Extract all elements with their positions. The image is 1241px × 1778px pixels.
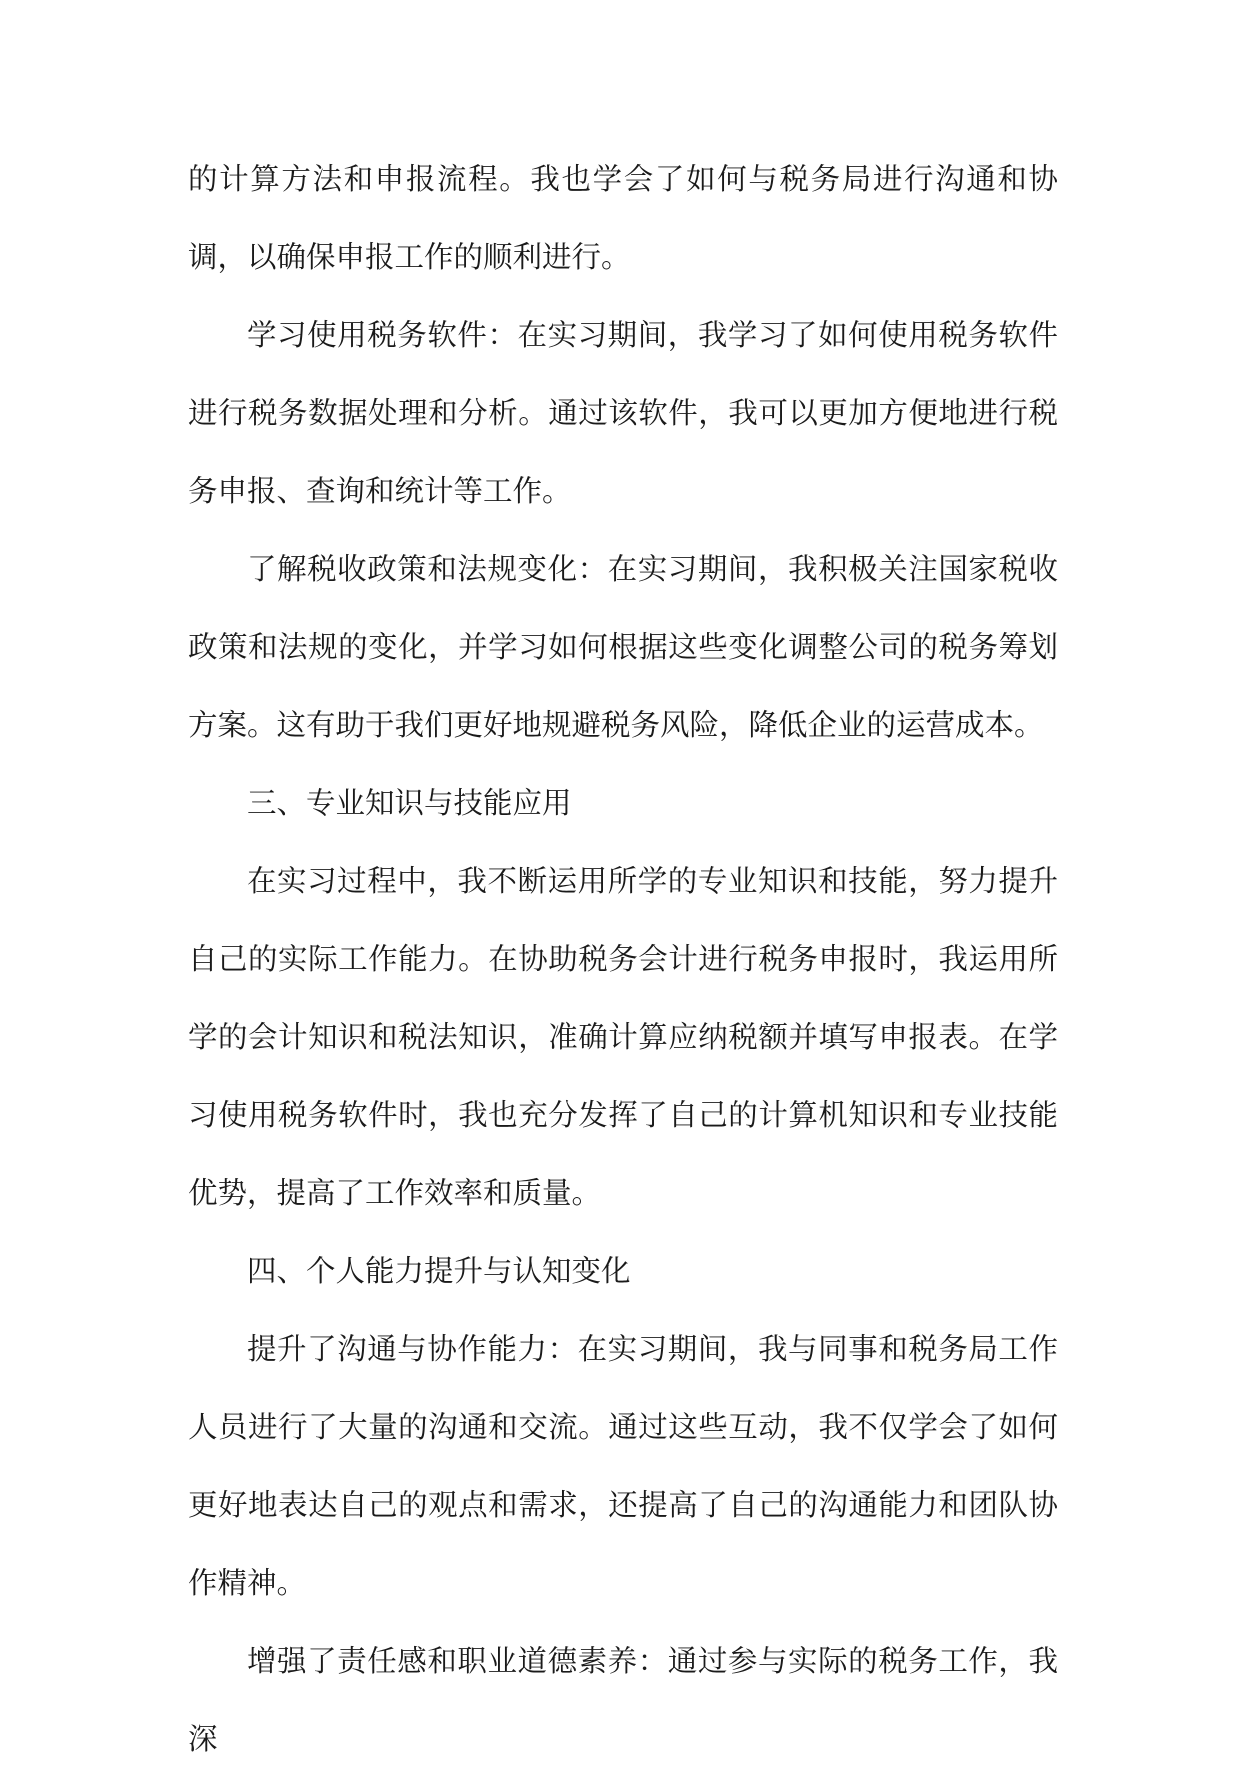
section-heading-3: 三、专业知识与技能应用: [247, 786, 572, 820]
paragraph-communication: 提升了沟通与协作能力：在实习期间，我与同事和税务局工作人员进行了大量的沟通和交流。通过这些互动，我不仅学会了如何更好地表达自己的观点和需求，还提高了自己的沟通能力和团队协作精神。: [188, 1332, 1058, 1600]
paragraph-skills-application: 在实习过程中，我不断运用所学的专业知识和技能，努力提升自己的实际工作能力。在协助税务会计进行税务申报时，我运用所学的会计知识和税法知识，准确计算应纳税额并填写申报表。在学习使用税务软件时，我也充分发挥了自己的计算机知识和专业技能优势，提高了工作效率和质量。: [188, 864, 1058, 1210]
paragraph-responsibility: 增强了责任感和职业道德素养：通过参与实际的税务工作，我深: [188, 1644, 1058, 1756]
paragraph-tax-policy: 了解税收政策和法规变化：在实习期间，我积极关注国家税收政策和法规的变化，并学习如何根据这些变化调整公司的税务筹划方案。这有助于我们更好地规避税务风险，降低企业的运营成本。: [188, 552, 1058, 742]
document-body: [188, 140, 1058, 1778]
paragraph-continuation: 的计算方法和申报流程。我也学会了如何与税务局进行沟通和协调，以确保申报工作的顺利进行。: [188, 162, 1058, 274]
paragraph-tax-software: 学习使用税务软件：在实习期间，我学习了如何使用税务软件进行税务数据处理和分析。通过该软件，我可以更加方便地进行税务申报、查询和统计等工作。: [188, 318, 1058, 508]
section-heading-4: 四、个人能力提升与认知变化: [247, 1254, 631, 1288]
